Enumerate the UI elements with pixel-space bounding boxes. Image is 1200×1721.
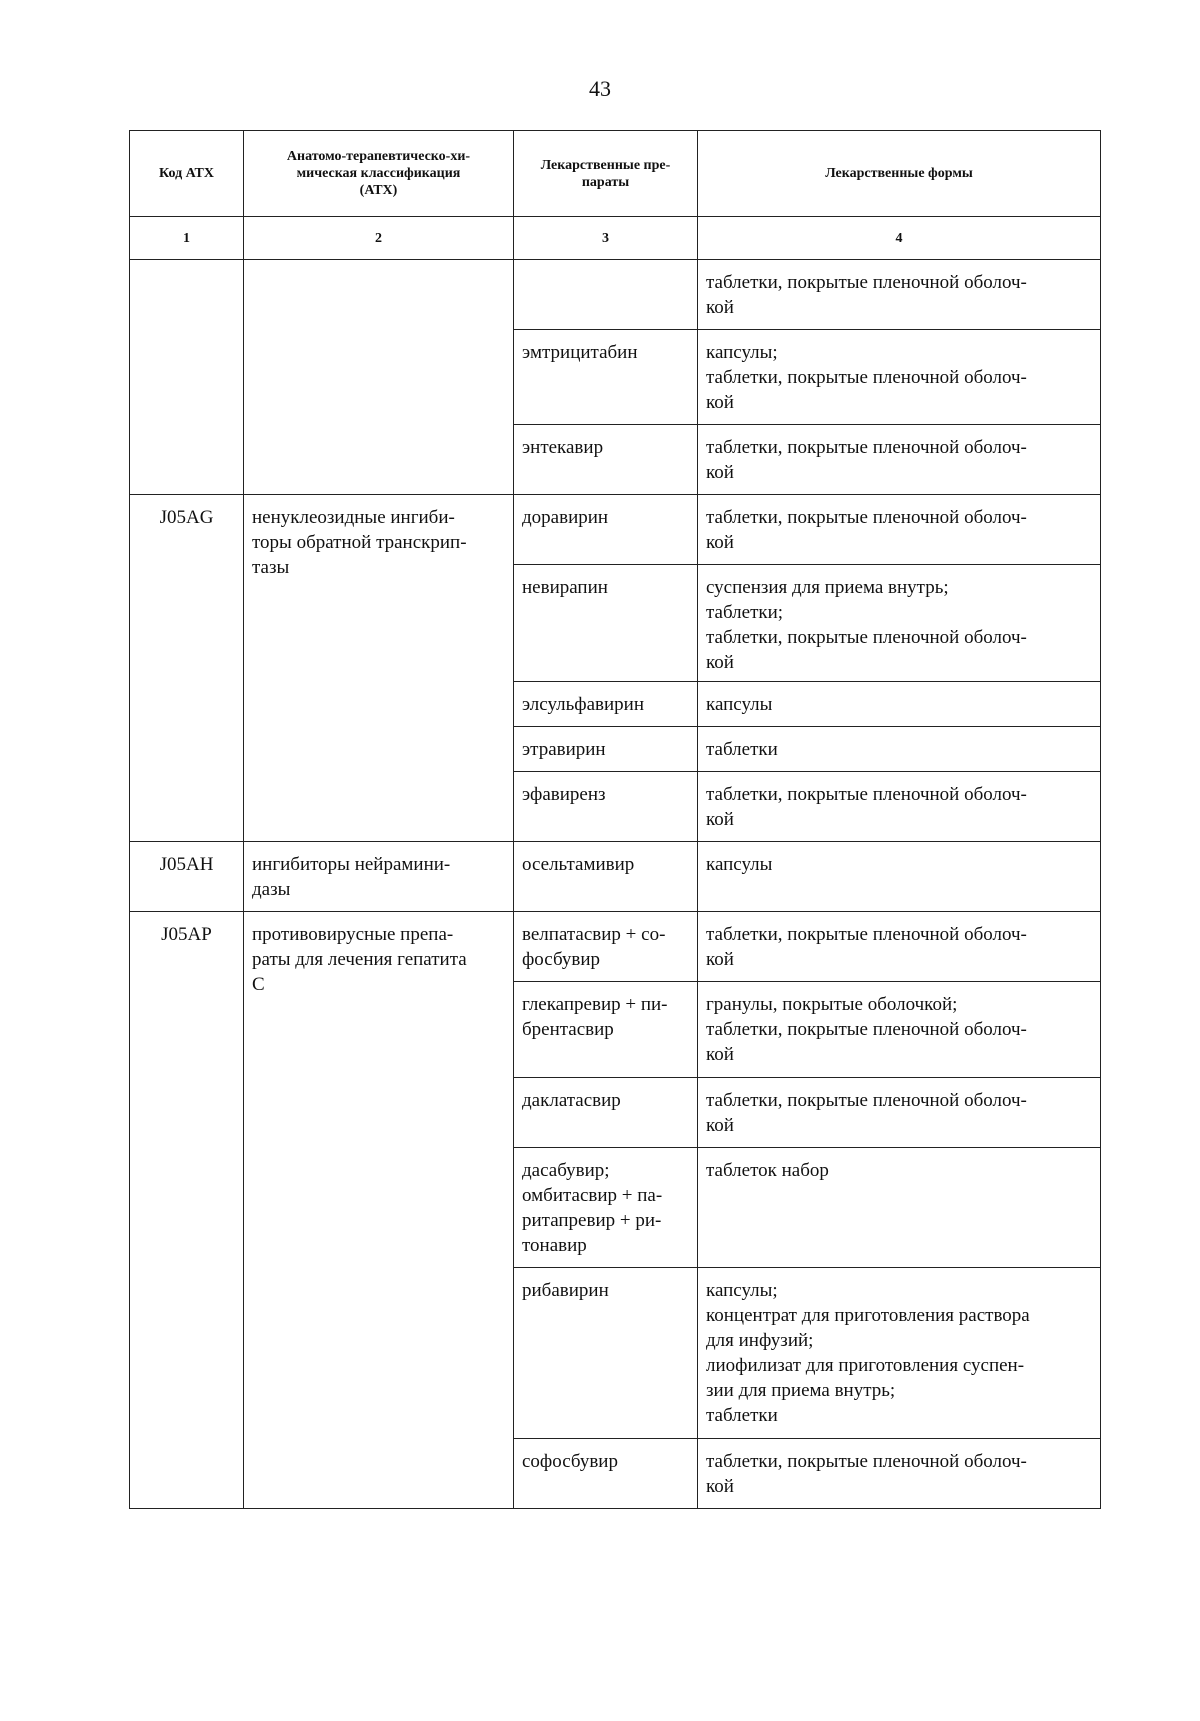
dosage-forms-cell: суспензия для приема внутрь; таблетки; таблетки, покрытые пленочной оболоч- кой bbox=[698, 565, 1101, 682]
dosage-forms-cell: таблетки, покрытые пленочной оболоч- кой bbox=[698, 1078, 1101, 1148]
drug-name-cell: энтекавир bbox=[514, 425, 698, 495]
drug-name-cell bbox=[514, 260, 698, 330]
column-number: 4 bbox=[698, 217, 1101, 260]
table-row bbox=[130, 842, 1101, 912]
header-row bbox=[130, 131, 1101, 217]
header-forms: Лекарственные формы bbox=[698, 131, 1101, 217]
atx-code-cell bbox=[130, 260, 244, 495]
column-number: 3 bbox=[514, 217, 698, 260]
column-number: 2 bbox=[244, 217, 514, 260]
header-code: Код АТХ bbox=[130, 131, 244, 217]
atx-code-cell: J05AG bbox=[130, 495, 244, 842]
dosage-forms-cell: капсулы bbox=[698, 682, 1101, 727]
atx-classification-cell: ненуклеозидные ингиби- торы обратной транскрип- тазы bbox=[244, 495, 514, 842]
drug-name-cell: осельтамивир bbox=[514, 842, 698, 912]
drug-name-cell: велпатасвир + со- фосбувир bbox=[514, 912, 698, 982]
dosage-forms-cell: таблетки, покрытые пленочной оболоч- кой bbox=[698, 912, 1101, 982]
dosage-forms-cell: капсулы; концентрат для приготовления раствора для инфузий; лиофилизат для приготовления суспен- зии для приема внутрь; таблетки bbox=[698, 1268, 1101, 1439]
drug-name-cell: глекапревир + пи- брентасвир bbox=[514, 982, 698, 1078]
drug-name-cell: даклатасвир bbox=[514, 1078, 698, 1148]
column-number-row bbox=[130, 217, 1101, 260]
dosage-forms-cell: таблетки, покрытые пленочной оболоч- кой bbox=[698, 260, 1101, 330]
atx-classification-cell: противовирусные препа- раты для лечения гепатита C bbox=[244, 912, 514, 1509]
drug-name-cell: рибавирин bbox=[514, 1268, 698, 1439]
drug-name-cell: эмтрицитабин bbox=[514, 330, 698, 425]
drug-name-cell: дасабувир; омбитасвир + па- ритапревир + ри- тонавир bbox=[514, 1148, 698, 1268]
atx-code-cell: J05AP bbox=[130, 912, 244, 1509]
dosage-forms-cell: таблетки, покрытые пленочной оболоч- кой bbox=[698, 425, 1101, 495]
column-number: 1 bbox=[130, 217, 244, 260]
dosage-forms-cell: капсулы bbox=[698, 842, 1101, 912]
drug-name-cell: доравирин bbox=[514, 495, 698, 565]
table-row bbox=[130, 912, 1101, 982]
atx-classification-cell: ингибиторы нейрамини- дазы bbox=[244, 842, 514, 912]
drug-name-cell: эфавиренз bbox=[514, 772, 698, 842]
dosage-forms-cell: таблеток набор bbox=[698, 1148, 1101, 1268]
drug-name-cell: софосбувир bbox=[514, 1439, 698, 1509]
table-row bbox=[130, 495, 1101, 565]
dosage-forms-cell: таблетки bbox=[698, 727, 1101, 772]
table-row bbox=[130, 260, 1101, 330]
header-classification: Анатомо-терапевтическо-хи- мическая классификация (АТХ) bbox=[244, 131, 514, 217]
drug-name-cell: этравирин bbox=[514, 727, 698, 772]
dosage-forms-cell: гранулы, покрытые оболочкой; таблетки, покрытые пленочной оболоч- кой bbox=[698, 982, 1101, 1078]
header-drugs: Лекарственные пре- параты bbox=[514, 131, 698, 217]
atx-table bbox=[129, 130, 1101, 1509]
drug-name-cell: элсульфавирин bbox=[514, 682, 698, 727]
dosage-forms-cell: капсулы; таблетки, покрытые пленочной оболоч- кой bbox=[698, 330, 1101, 425]
dosage-forms-cell: таблетки, покрытые пленочной оболоч- кой bbox=[698, 1439, 1101, 1509]
drug-name-cell: невирапин bbox=[514, 565, 698, 682]
atx-classification-cell bbox=[244, 260, 514, 495]
dosage-forms-cell: таблетки, покрытые пленочной оболоч- кой bbox=[698, 772, 1101, 842]
atx-code-cell: J05AH bbox=[130, 842, 244, 912]
page-number: 43 bbox=[589, 76, 611, 101]
table-body bbox=[130, 260, 1101, 1509]
dosage-forms-cell: таблетки, покрытые пленочной оболоч- кой bbox=[698, 495, 1101, 565]
